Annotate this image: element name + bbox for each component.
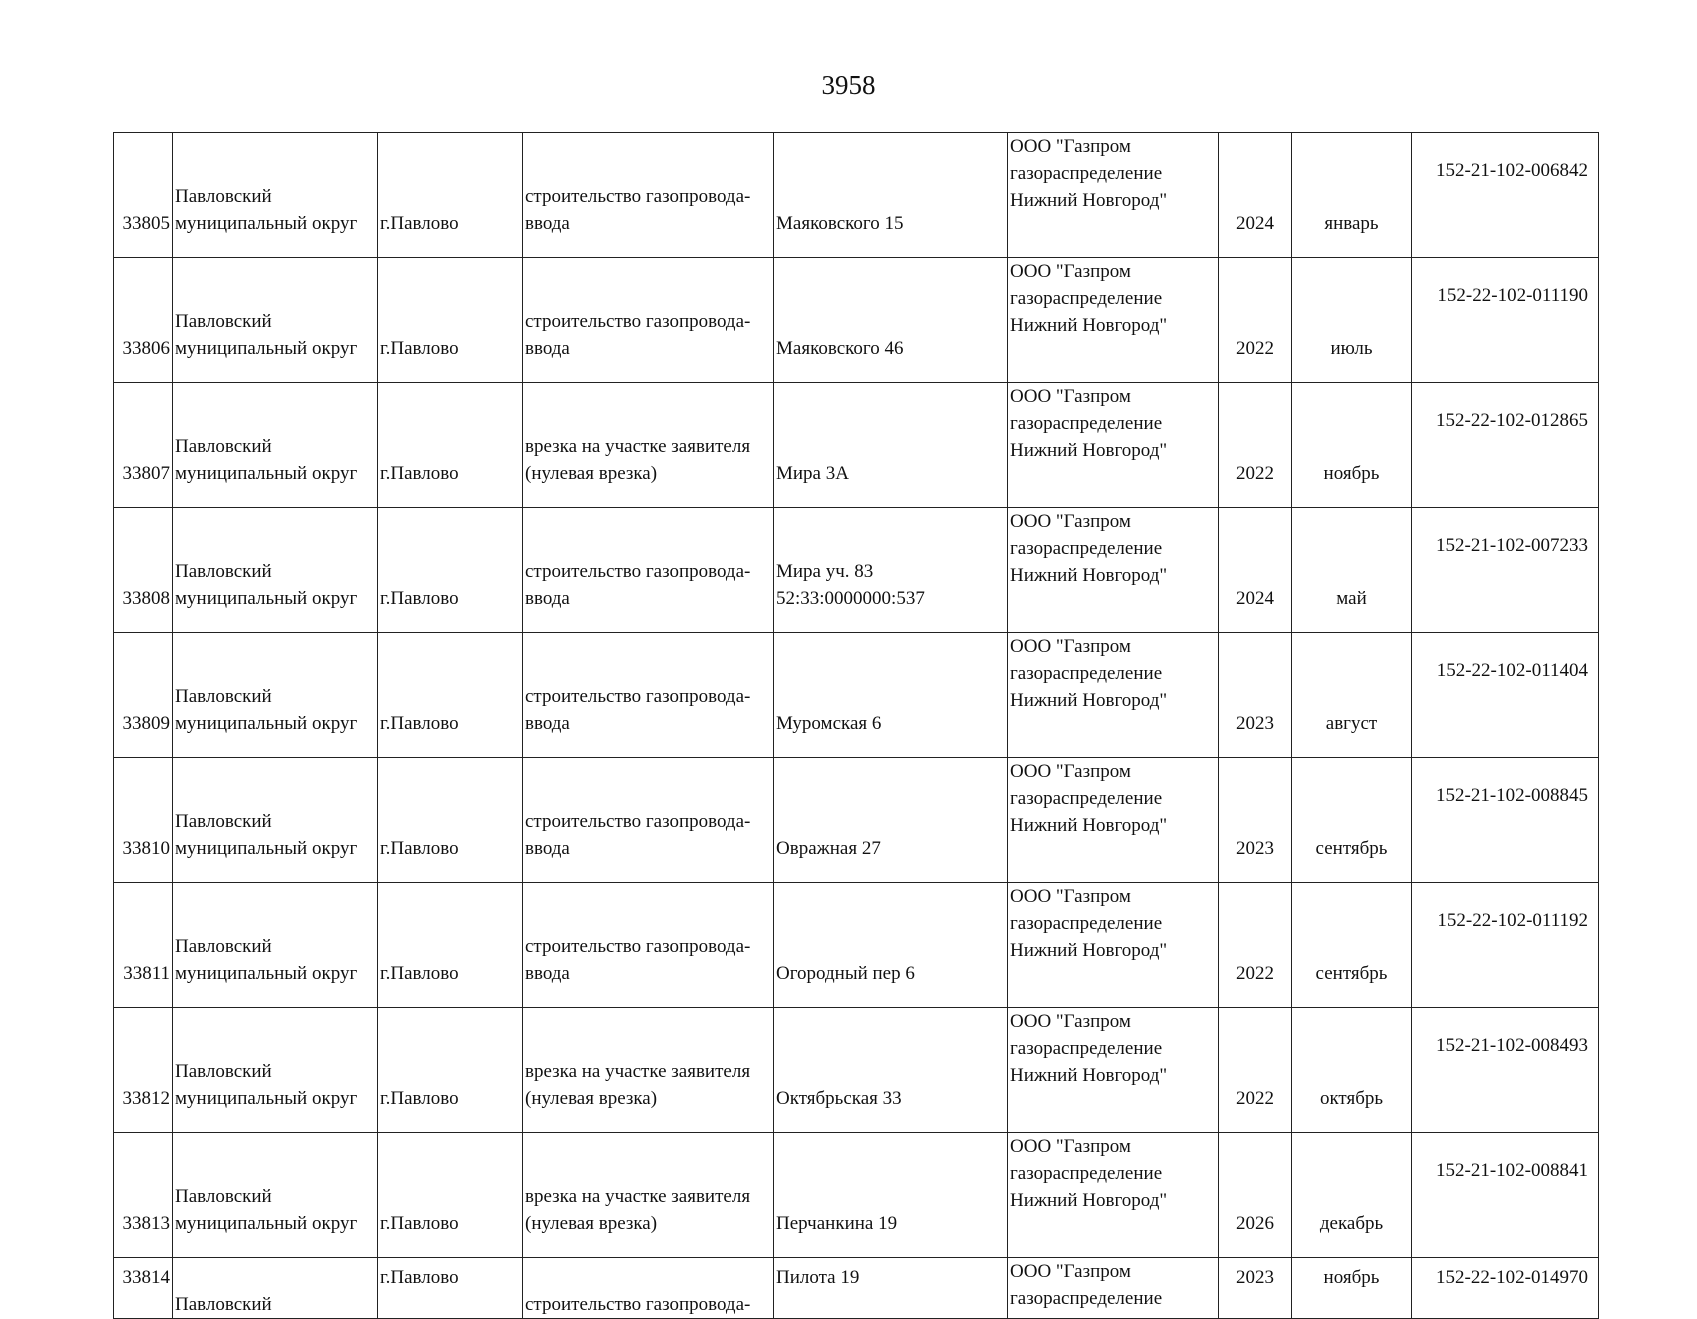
cell-line: Мира уч. 83: [776, 561, 874, 582]
cell-line: строительство газопровода-: [525, 686, 751, 707]
cell-line: газораспределение: [1010, 288, 1163, 309]
cell-line: Пилота 19: [776, 1267, 860, 1288]
row-number: 33814: [114, 1258, 173, 1319]
registration-code-cell: 152-22-102-011190: [1412, 258, 1599, 383]
cell-line: Муромская 6: [776, 713, 882, 734]
work-type-cell: [523, 1258, 774, 1319]
work-type-cell: [523, 133, 774, 258]
cell-line: Нижний Новгород": [1010, 1190, 1168, 1211]
registration-code-cell: 152-22-102-014970: [1412, 1258, 1599, 1319]
row-number: 33810: [114, 758, 173, 883]
table-row: [114, 633, 1599, 758]
organization-cell: [1008, 1133, 1219, 1258]
cell-line: ввода: [525, 588, 570, 609]
cell-line: ввода: [525, 213, 570, 234]
cell-line: Павловский: [175, 1186, 272, 1207]
cell-line: газораспределение: [1010, 538, 1163, 559]
cell-line: ООО "Газпром: [1010, 511, 1131, 532]
year-cell: 2022: [1219, 383, 1292, 508]
cell-line: газораспределение: [1010, 1288, 1163, 1309]
year-cell: 2022: [1219, 1008, 1292, 1133]
year-cell: 2024: [1219, 508, 1292, 633]
table-row: [114, 1258, 1599, 1319]
cell-line: ООО "Газпром: [1010, 636, 1131, 657]
cell-line: строительство газопровода-: [525, 311, 751, 332]
address-cell: [774, 633, 1008, 758]
cell-line: Павловский: [175, 186, 272, 207]
organization-cell: [1008, 508, 1219, 633]
cell-line: Маяковского 15: [776, 213, 904, 234]
cell-line: Мира 3А: [776, 463, 849, 484]
row-number: 33805: [114, 133, 173, 258]
address-cell: [774, 383, 1008, 508]
work-type-cell: [523, 758, 774, 883]
cell-line: ООО "Газпром: [1010, 1136, 1131, 1157]
cell-line: Павловский: [175, 436, 272, 457]
month-cell: август: [1292, 633, 1412, 758]
cell-line: Нижний Новгород": [1010, 940, 1168, 961]
registration-code-cell: 152-21-102-008493: [1412, 1008, 1599, 1133]
month-cell: сентябрь: [1292, 883, 1412, 1008]
gas-connection-table: [113, 132, 1599, 1319]
year-cell: 2023: [1219, 633, 1292, 758]
cell-line: Нижний Новгород": [1010, 315, 1168, 336]
cell-line: Павловский: [175, 1294, 272, 1315]
table-row: [114, 883, 1599, 1008]
city-cell: г.Павлово: [378, 383, 523, 508]
district-cell: [173, 508, 378, 633]
city-cell: г.Павлово: [378, 883, 523, 1008]
year-cell: 2023: [1219, 758, 1292, 883]
cell-line: муниципальный округ: [175, 588, 358, 609]
table-row: [114, 1133, 1599, 1258]
address-cell: [774, 758, 1008, 883]
district-cell: [173, 258, 378, 383]
row-number: 33809: [114, 633, 173, 758]
cell-line: муниципальный округ: [175, 338, 358, 359]
cell-line: муниципальный округ: [175, 963, 358, 984]
registration-code-cell: 152-22-102-012865: [1412, 383, 1599, 508]
row-number: 33806: [114, 258, 173, 383]
cell-line: Огородный пер 6: [776, 963, 915, 984]
row-number: 33812: [114, 1008, 173, 1133]
organization-cell: [1008, 133, 1219, 258]
year-cell: 2026: [1219, 1133, 1292, 1258]
registration-code-cell: 152-21-102-007233: [1412, 508, 1599, 633]
table-row: [114, 383, 1599, 508]
cell-line: ООО "Газпром: [1010, 761, 1131, 782]
cell-line: Нижний Новгород": [1010, 565, 1168, 586]
work-type-cell: [523, 1008, 774, 1133]
cell-line: ввода: [525, 713, 570, 734]
cell-line: ООО "Газпром: [1010, 261, 1131, 282]
district-cell: [173, 883, 378, 1008]
cell-line: Нижний Новгород": [1010, 815, 1168, 836]
address-cell: [774, 133, 1008, 258]
cell-line: Павловский: [175, 686, 272, 707]
cell-line: ООО "Газпром: [1010, 886, 1131, 907]
cell-line: газораспределение: [1010, 663, 1163, 684]
city-cell: г.Павлово: [378, 508, 523, 633]
address-cell: [774, 1258, 1008, 1319]
cell-line: муниципальный округ: [175, 463, 358, 484]
cell-line: ввода: [525, 338, 570, 359]
cell-line: (нулевая врезка): [525, 463, 658, 484]
organization-cell: [1008, 883, 1219, 1008]
table-row: [114, 133, 1599, 258]
month-cell: июль: [1292, 258, 1412, 383]
cell-line: Овражная 27: [776, 838, 881, 859]
organization-cell: [1008, 633, 1219, 758]
year-cell: 2023: [1219, 1258, 1292, 1319]
cell-line: (нулевая врезка): [525, 1088, 658, 1109]
month-cell: сентябрь: [1292, 758, 1412, 883]
cell-line: строительство газопровода-: [525, 186, 751, 207]
row-number: 33808: [114, 508, 173, 633]
cell-line: газораспределение: [1010, 913, 1163, 934]
cell-line: врезка на участке заявителя: [525, 436, 751, 457]
cell-line: газораспределение: [1010, 1163, 1163, 1184]
cell-line: газораспределение: [1010, 413, 1163, 434]
cell-line: Маяковского 46: [776, 338, 904, 359]
work-type-cell: [523, 258, 774, 383]
organization-cell: [1008, 758, 1219, 883]
cell-line: Нижний Новгород": [1010, 440, 1168, 461]
city-cell: г.Павлово: [378, 1258, 523, 1319]
city-cell: г.Павлово: [378, 633, 523, 758]
district-cell: [173, 133, 378, 258]
work-type-cell: [523, 883, 774, 1008]
cell-line: 52:33:0000000:537: [776, 588, 925, 609]
year-cell: 2022: [1219, 883, 1292, 1008]
cell-line: Перчанкина 19: [776, 1213, 898, 1234]
month-cell: ноябрь: [1292, 383, 1412, 508]
cell-line: Павловский: [175, 311, 272, 332]
district-cell: [173, 633, 378, 758]
cell-line: муниципальный округ: [175, 838, 358, 859]
year-cell: 2024: [1219, 133, 1292, 258]
cell-line: строительство газопровода-: [525, 811, 751, 832]
district-cell: [173, 1133, 378, 1258]
address-cell: [774, 1008, 1008, 1133]
month-cell: май: [1292, 508, 1412, 633]
registration-code-cell: 152-22-102-011404: [1412, 633, 1599, 758]
cell-line: врезка на участке заявителя: [525, 1061, 751, 1082]
cell-line: Павловский: [175, 936, 272, 957]
cell-line: Нижний Новгород": [1010, 190, 1168, 211]
table-row: [114, 758, 1599, 883]
month-cell: январь: [1292, 133, 1412, 258]
cell-line: Нижний Новгород": [1010, 1065, 1168, 1086]
cell-line: муниципальный округ: [175, 713, 358, 734]
cell-line: газораспределение: [1010, 1038, 1163, 1059]
cell-line: ООО "Газпром: [1010, 136, 1131, 157]
cell-line: Павловский: [175, 811, 272, 832]
district-cell: [173, 1258, 378, 1319]
cell-line: газораспределение: [1010, 788, 1163, 809]
cell-line: Павловский: [175, 1061, 272, 1082]
cell-line: врезка на участке заявителя: [525, 1186, 751, 1207]
address-cell: [774, 258, 1008, 383]
cell-line: ввода: [525, 963, 570, 984]
registration-code-cell: 152-21-102-008845: [1412, 758, 1599, 883]
table-row: [114, 508, 1599, 633]
cell-line: ООО "Газпром: [1010, 386, 1131, 407]
year-cell: 2022: [1219, 258, 1292, 383]
cell-line: строительство газопровода-: [525, 561, 751, 582]
work-type-cell: [523, 508, 774, 633]
table-row: [114, 258, 1599, 383]
cell-line: муниципальный округ: [175, 213, 358, 234]
registration-code-cell: 152-21-102-008841: [1412, 1133, 1599, 1258]
city-cell: г.Павлово: [378, 758, 523, 883]
table-row: [114, 1008, 1599, 1133]
cell-line: газораспределение: [1010, 163, 1163, 184]
row-number: 33807: [114, 383, 173, 508]
month-cell: декабрь: [1292, 1133, 1412, 1258]
city-cell: г.Павлово: [378, 258, 523, 383]
cell-line: ООО "Газпром: [1010, 1011, 1131, 1032]
address-cell: [774, 508, 1008, 633]
cell-line: муниципальный округ: [175, 1088, 358, 1109]
cell-line: строительство газопровода-: [525, 1294, 751, 1315]
cell-line: Павловский: [175, 561, 272, 582]
page-number: 3958: [821, 70, 876, 100]
city-cell: г.Павлово: [378, 1008, 523, 1133]
cell-line: строительство газопровода-: [525, 936, 751, 957]
address-cell: [774, 1133, 1008, 1258]
district-cell: [173, 758, 378, 883]
row-number: 33811: [114, 883, 173, 1008]
month-cell: ноябрь: [1292, 1258, 1412, 1319]
work-type-cell: [523, 383, 774, 508]
work-type-cell: [523, 633, 774, 758]
organization-cell: [1008, 383, 1219, 508]
work-type-cell: [523, 1133, 774, 1258]
district-cell: [173, 383, 378, 508]
registration-code-cell: 152-21-102-006842: [1412, 133, 1599, 258]
city-cell: г.Павлово: [378, 133, 523, 258]
address-cell: [774, 883, 1008, 1008]
registration-code-cell: 152-22-102-011192: [1412, 883, 1599, 1008]
cell-line: муниципальный округ: [175, 1213, 358, 1234]
city-cell: г.Павлово: [378, 1133, 523, 1258]
organization-cell: [1008, 1008, 1219, 1133]
cell-line: Нижний Новгород": [1010, 690, 1168, 711]
cell-line: (нулевая врезка): [525, 1213, 658, 1234]
organization-cell: [1008, 258, 1219, 383]
month-cell: октябрь: [1292, 1008, 1412, 1133]
row-number: 33813: [114, 1133, 173, 1258]
organization-cell: [1008, 1258, 1219, 1319]
cell-line: ввода: [525, 838, 570, 859]
district-cell: [173, 1008, 378, 1133]
cell-line: ООО "Газпром: [1010, 1261, 1131, 1282]
cell-line: Октябрьская 33: [776, 1088, 902, 1109]
